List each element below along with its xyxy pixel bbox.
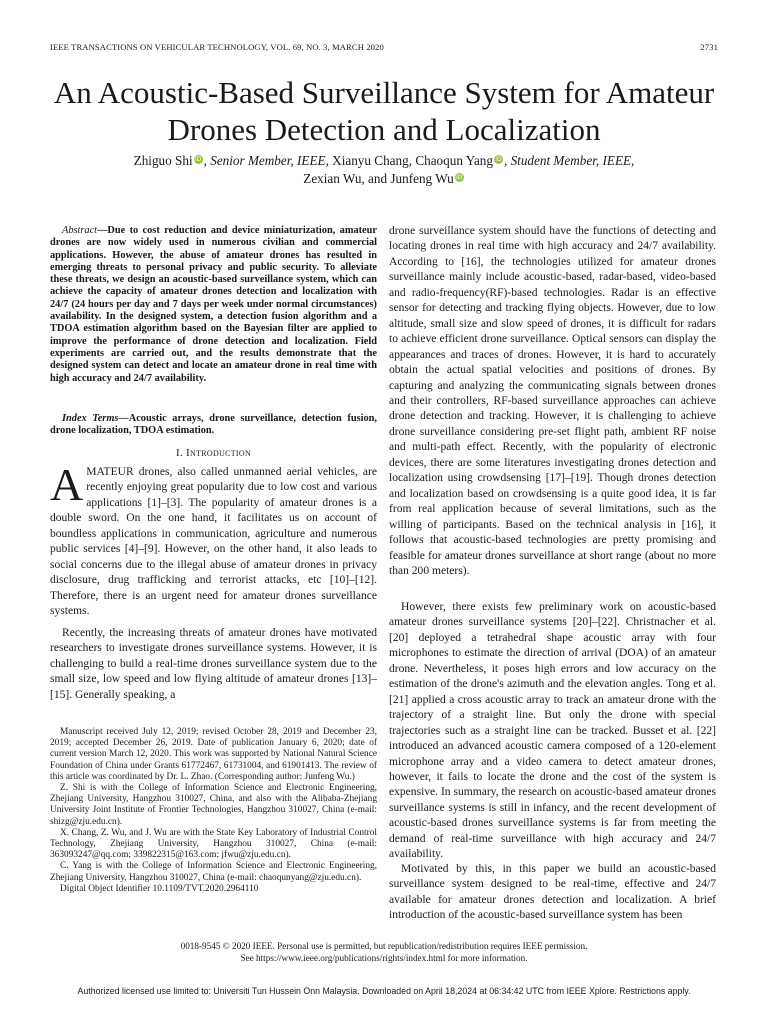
- license-notice: Authorized licensed use limited to: Universiti Tun Hussein Onn Malaysia. Downloaded on April 18,2024 at 06:34:42 UTC from IEEE Xplore. Restrictions apply.: [77, 986, 691, 996]
- right-text-1: drone surveillance system should have the functions of detecting and locating drones in real time with high accuracy and 24/7 availability. According to [16], the technologies utilized for amateur drones surveillance mainly include acoustic-based, radar-based, video-based and radio-frequency(RF)-based technologies. Radar is an effective sensor for detecting and tracking flying objects. However, due to low altitude, small size and slow speed of drones, it is difficult for radars to achieve efficient drone surveillance. Optical sensors can display the appearances and traces of drones. However, it is hard to accurately obtain the actual spatial velocities and positions of drones. By capturing and analyzing the communicating signals between drones and their controllers, RF-based surveillance approaches can achieve drone detection and tracking. However, it is challenging to achieve drone surveillance considering pre-set flight path, ambient RF noise and multi-path effect. Recently, with the popularity of electronic devices, there are some literatures investigating drones detection and localization using crowdsensing [17]–[19]. Though drones detection and localization based on crowdsensing is a quite good idea, it is far from real application because of several limitations, such as the willing of participants. Based on the technical analysis in [16], it follows that acoustic-based technologies are pretty promising and feasible for amateur drones surveillance at short range (about no more than 200 meters).: [389, 225, 716, 577]
- page-number: 2731: [700, 42, 718, 52]
- section-title: Introduction: [186, 447, 252, 459]
- section-heading-introduction: [50, 447, 377, 459]
- intro-paragraph-2: [50, 626, 377, 703]
- footnote-manuscript: Manuscript received July 12, 2019; revised October 28, 2019 and December 23, 2019; accepted December 26, 2019. Date of publication January 6, 2020; date of current version March 12, 2020. This work was supported by National Natural Science Foundation of China under Grants 61772467, 61731004, and 61901413. The review of this article was coordinated by Dr. L. Zhao. (Corresponding author: Junfeng Wu.): [50, 727, 377, 782]
- title-line-2: Drones Detection and Localization: [167, 112, 601, 147]
- right-text-2: However, there exists few preliminary work on acoustic-based amateur drones surveillance systems [20]–[22]. Christnacher et al. [20] deployed a tetrahedral shape acoustic array with four microphones to estimate the direction of arrival (DOA) of an amateur drone. Nevertheless, it poses high errors and low accuracy on the estimation of the drone's azimuth and the elevation angles. Tong et al. [21] applied a cross acoustic array to track an amateur drone with the trajectory of a straight line. But only the drone with special trajectories such as a straight line can be tracked. Busset et al. [22] introduced an advanced acoustic camera composed of a 120-element microphone array and a video camera to detect amateur drones, however, it fails to locate the drone and the cost of the system is expensive. In summary, the research on acoustic-based amateur drones surveillance systems is still in infancy, and the recent development of acoustic-based drones surveillance systems is far from meeting the demand of real-time surveillance with high accuracy and 24/7 availability.: [389, 601, 716, 861]
- index-terms-text: —Acoustic arrays, drone surveillance, detection fusion, drone localization, TDOA estimation.: [50, 413, 377, 437]
- author-list: [60, 152, 708, 188]
- right-text-3: Motivated by this, in this paper we build an acoustic-based surveillance system designed to be real-time, effective and 24/7 available for amateur drones detection and localization. A brief introduction of the acoustic-based surveillance system has been: [389, 863, 716, 922]
- author-1: Zhiguo Shi: [133, 153, 193, 168]
- footnote-doi: Digital Object Identifier 10.1109/TVT.2020.2964110: [60, 883, 259, 894]
- title-line-1: An Acoustic-Based Surveillance System for Amateur: [53, 75, 715, 110]
- footnote-affiliation-3: C. Yang is with the College of Information Science and Electronic Engineering, Zhejiang University, Hangzhou 310027, China (e-mail: chaoqunyang@zju.edu.cn).: [50, 861, 377, 883]
- footnotes: [50, 727, 377, 895]
- index-terms-label: Index Terms: [62, 413, 119, 424]
- copyright-line-1: 0018-9545 © 2020 IEEE. Personal use is permitted, but republication/redistribution requires IEEE permission.: [180, 941, 588, 951]
- intro-paragraph-1: [50, 459, 377, 620]
- copyright-line-2: See https://www.ieee.org/publications/rights/index.html for more information.: [240, 952, 528, 963]
- intro-text-2: Recently, the increasing threats of amateur drones have motivated researchers to investigate drones surveillance systems. However, it is challenging to build a real-time drones surveillance system due to the small size, low speed and low flying altitude of amateur drones [13]–[15]. Generally speaking, a: [50, 627, 377, 701]
- drop-cap: A: [50, 459, 84, 510]
- author-3: Zexian Wu, and Junfeng Wu: [303, 171, 454, 186]
- orcid-icon[interactable]: iD: [456, 174, 463, 181]
- right-paragraph-3: [389, 862, 716, 924]
- author-2-role: , Student Member, IEEE,: [503, 153, 635, 168]
- section-number: I.: [175, 447, 187, 459]
- copyright-notice: [50, 941, 718, 964]
- abstract: [50, 225, 377, 385]
- right-paragraph-1: [389, 224, 716, 579]
- paper-title: [30, 74, 738, 148]
- orcid-icon[interactable]: iD: [194, 156, 202, 163]
- running-header: [50, 42, 718, 52]
- journal-name: IEEE TRANSACTIONS ON VEHICULAR TECHNOLOGY, VOL. 69, NO. 3, MARCH 2020: [50, 42, 384, 52]
- right-paragraph-2: [389, 600, 716, 863]
- footnote-affiliation-1: Z. Shi is with the College of Information Science and Electronic Engineering, Zhejiang University, Hangzhou 310027, China, and also with the Alibaba-Zhejiang University Joint Institute of Frontier Technologies, Hangzhou 310027, China (e-mail: shizg@zju.edu.cn).: [50, 783, 377, 827]
- abstract-text: —Due to cost reduction and device miniaturization, amateur drones are now widely used in numerous civilian and commercial applications. However, the abuse of amateur drones has resulted in emerging threats to personal privacy and public security. To alleviate these threats, we design an acoustic-based surveillance system, which can achieve the capacity of amateur drones detection and localization with 24/7 (24 hours per day and 7 days per week under normal circumstances) availability. In the designed system, a detection fusion algorithm and a TDOA estimation algorithm based on the Bayesian filter are applied to improve the performance of drone detection and localization. Field experiments are carried out, and the results demonstrate that the designed system can detect and locate an amateur drone in real time with high accuracy and 24/7 availability.: [50, 225, 377, 384]
- index-terms: [50, 413, 377, 438]
- abstract-label: Abstract: [62, 225, 98, 236]
- footnote-affiliation-2: X. Chang, Z. Wu, and J. Wu are with the State Key Laboratory of Industrial Control Technology, Zhejiang University, Hangzhou 310027, China (e-mail: 363093247@qq.com; 339822315@163.com; jfwu@zju.edu.cn).: [50, 827, 377, 861]
- author-1-role: , Senior Member, IEEE,: [203, 153, 329, 168]
- orcid-icon[interactable]: iD: [495, 156, 502, 163]
- intro-text-1: MATEUR drones, also called unmanned aerial vehicles, are recently enjoying great popularity due to low cost and various applications [1]–[3]. The popularity of amateur drones is a double sword. On the one hand, it facilitates us on account of boundless applications in communication, agriculture and numerous public services [4]–[9]. However, on the other hand, it also leads to social concerns due to the illegal abuse of amateur drones in privacy disclosure, drug trafficking and terrorist attacks, etc [10]–[12]. Therefore, there is an urgent need for amateur drones surveillance systems.: [50, 466, 377, 618]
- author-2: Xianyu Chang, Chaoqun Yang: [328, 153, 493, 168]
